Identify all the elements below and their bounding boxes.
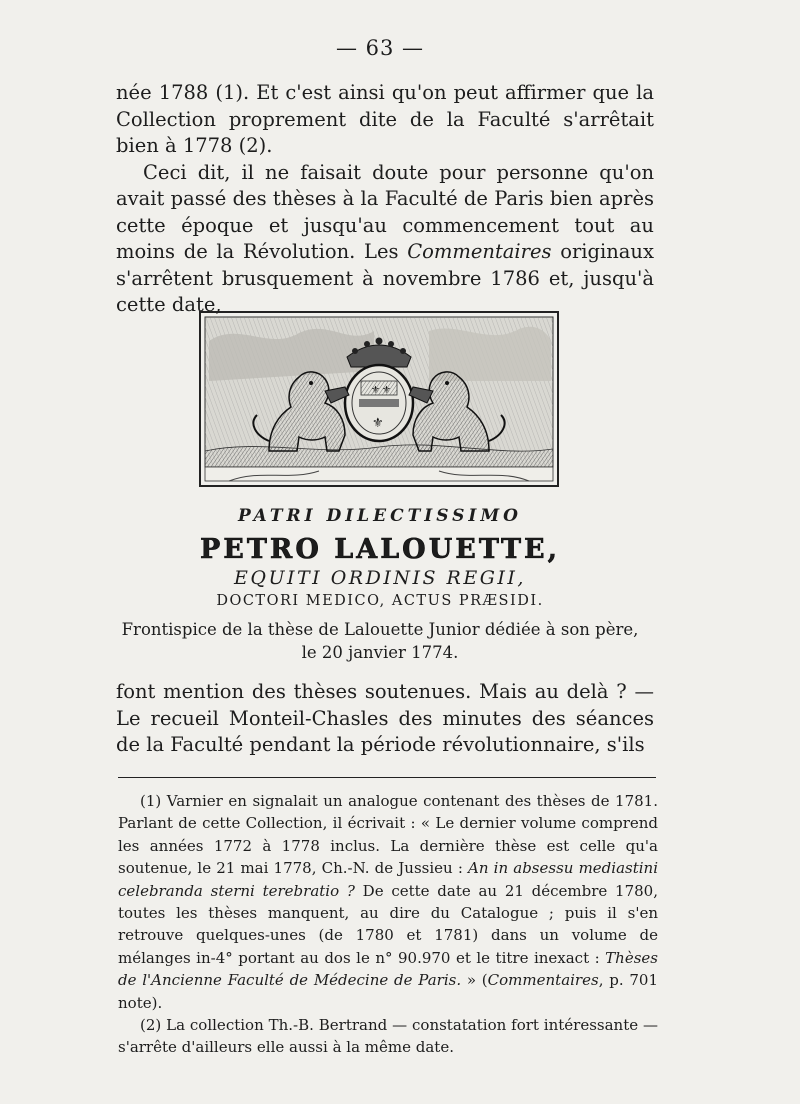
svg-text:⚜: ⚜ (371, 385, 380, 396)
footnote-1-italic-3: Commentaires (487, 971, 599, 990)
svg-text:⚜: ⚜ (382, 385, 391, 396)
footnote-1-text-a: (1) Varnier en signalait un analogue contenant des thèses de 1781. Parlant de cette Collection, il écrivait : « Le dernier volume comprend les années 1772 à 1778 inclus. La dernière thèse est celle qu'a soutenue, le 21 mai 1778, Ch.-N. de Jussieu : (118, 792, 658, 878)
shield-icon (345, 365, 413, 441)
footnote-1-text-c: » ( (461, 971, 488, 990)
body-text-top (116, 80, 654, 319)
caption-line-2: le 20 janvier 1774. (301, 643, 459, 662)
paragraph-text: Ceci dit, il ne faisait doute pour personne qu'on avait passé des thèses à la Faculté de Paris bien après cette époque et jusqu'au commencement tout au moins de la Révolution. Les (116, 160, 654, 263)
dedication-line-1: PATRI DILECTISSIMO (238, 506, 522, 526)
footnote-1 (118, 790, 658, 1014)
paragraph-text-end: originaux s'arrêtent brusquement à novembre 1786 et, jusqu'à cette date, (116, 240, 654, 316)
body-text-bottom (116, 679, 654, 759)
footnote-divider (118, 777, 656, 778)
coat-of-arms-engraving (199, 311, 559, 487)
footnotes (118, 790, 658, 1059)
dedication-line-4: DOCTORI MEDICO, ACTUS PRÆSIDI. (216, 593, 544, 609)
paragraph: font mention des thèses soutenues. Mais au delà ? — Le recueil Monteil-Chasles des minutes des séances de la Faculté pendant la période révolutionnaire, s'ils (116, 680, 654, 756)
dedication-line-3: EQUITI ORDINIS REGII, (234, 567, 526, 589)
footnote-2: (2) La collection Th.-B. Bertrand — constatation fort intéressante — s'arrête d'ailleurs elle aussi à la même date. (118, 1016, 658, 1057)
svg-text:⚜: ⚜ (372, 416, 384, 431)
italic-title: Commentaires (407, 240, 552, 263)
figure-caption (100, 618, 660, 664)
paragraph-continued: née 1788 (1). Et c'est ainsi qu'on peut affirmer que la Collection proprement dite de la Faculté s'arrêtait bien à 1778 (2). (116, 81, 654, 157)
footnote-1-text-b: De cette date au 21 décembre 1780, toutes les thèses manquent, au dire du Catalogue ; puis il s'en retrouve quelques-unes (de 1780 et 1781) dans un volume de mélanges in-4° portant au dos le n° 90.970 et le titre inexact : (118, 881, 658, 967)
paragraph (116, 160, 654, 319)
footnote-1-italic-2: Thèses de l'Ancienne Faculté de Médecine de Paris. (118, 948, 658, 990)
caption-line-1: Frontispice de la thèse de Lalouette Junior dédiée à son père, (121, 620, 639, 639)
footnote-1-text-d: , p. 701 note). (118, 971, 658, 1012)
footnote-1-italic-1: An in absessu mediastini celebranda sterni terebratio ? (118, 859, 658, 900)
page-number: — 63 — (335, 36, 425, 60)
dedication-name: PETRO LALOUETTE, (199, 534, 561, 565)
